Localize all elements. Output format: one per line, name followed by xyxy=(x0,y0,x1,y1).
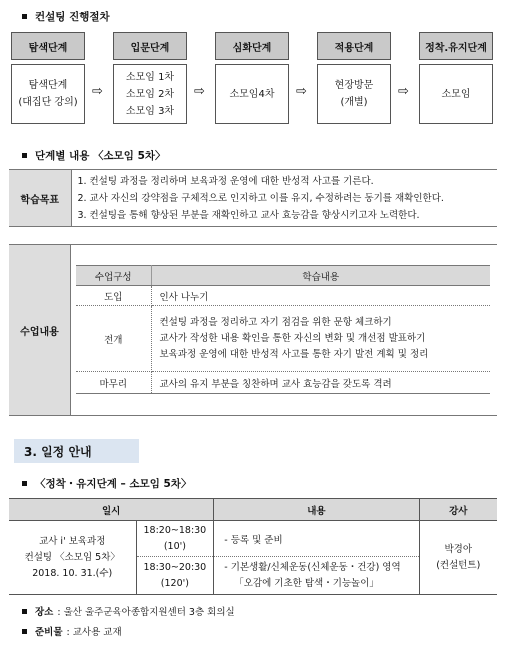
stage-head-5: 정착.유지단계 xyxy=(419,32,493,60)
table-row xyxy=(76,372,490,394)
arrow-right-icon: ⇨ xyxy=(194,84,205,99)
stage-line: 소모임 3차 xyxy=(125,105,175,117)
goal-text: 컨설팅 과정을 정리하며 보육과정 운영에 대한 반성적 사고를 기른다. xyxy=(89,176,374,187)
content-line: 교사가 작성한 내용 확인을 통한 자신의 변화 및 개선점 발표하기 xyxy=(159,332,426,344)
goal-item xyxy=(78,207,490,224)
arrow-right-icon: ⇨ xyxy=(296,84,307,99)
time-text: 18:30~20:30 xyxy=(143,561,207,573)
stage-box-5 xyxy=(419,64,493,124)
stage-head-3: 심화단계 xyxy=(215,32,289,60)
stage-line: 소모임 xyxy=(441,88,471,100)
stage-head-1: 탐색단계 xyxy=(11,32,85,60)
slot-content-line: - 기본생활/신체운동(신체운동・건강) 영역 xyxy=(224,561,401,573)
section-schedule-title: 3. 일정 안내 xyxy=(14,439,139,463)
duration-text: (10') xyxy=(163,540,186,552)
content-cell: 교사의 유지 부분을 칭찬하며 교사 효능감을 갖도록 격려 xyxy=(151,372,490,394)
stage-line: 소모임 1차 xyxy=(125,71,175,83)
supplies-label: 준비물 xyxy=(35,627,63,638)
place-label: 장소 xyxy=(35,607,54,618)
content-cell: 인사 나누기 xyxy=(151,286,490,306)
section-procedure-heading xyxy=(22,9,110,24)
event-line: 컨설팅 〈소모임 5차〉 xyxy=(24,551,120,563)
slot-content-cell xyxy=(214,557,419,595)
goals-list xyxy=(71,170,497,227)
stage-box-3 xyxy=(215,64,289,124)
section-procedure-title: 컨설팅 진행절차 xyxy=(35,11,110,23)
col-header-datetime: 일시 xyxy=(9,499,214,521)
stage-line: 탐색단계 xyxy=(28,80,68,91)
goal-text: 교사 자신의 강약점을 구체적으로 인지하고 이를 유지, 수정하려는 동기를 재확인한다. xyxy=(89,193,444,204)
class-content-label: 수업내용 xyxy=(9,245,71,415)
goal-num: 2. xyxy=(77,193,87,204)
table-row xyxy=(9,521,497,557)
col-header-content: 학습내용 xyxy=(151,266,490,286)
place-value: : 울산 울주군육아종합지원센터 3층 회의실 xyxy=(57,607,235,618)
schedule-subheading xyxy=(22,476,191,491)
goal-num: 3. xyxy=(77,210,87,221)
schedule-subtitle: 〈정착・유지단계 – 소모임 5차〉 xyxy=(35,478,192,490)
arrow-right-icon: ⇨ xyxy=(92,84,103,99)
stage-head-4: 적용단계 xyxy=(317,32,391,60)
section-contents-heading xyxy=(22,148,166,163)
event-line: 2018. 10. 31.(수) xyxy=(32,567,113,579)
section-contents-title: 단계별 내용 〈소모임 5차〉 xyxy=(35,150,166,162)
place-line xyxy=(22,604,235,618)
bullet-square-icon xyxy=(22,153,27,158)
event-line: 교사 i' 보육과정 xyxy=(39,535,106,547)
col-header-content: 내용 xyxy=(214,499,419,521)
col-header-instructor: 강사 xyxy=(419,499,497,521)
instructor-name: 박경아 xyxy=(444,543,473,555)
event-cell xyxy=(9,521,136,595)
goal-item xyxy=(78,173,490,190)
schedule-table xyxy=(9,498,497,595)
stage-head-2: 입문단계 xyxy=(113,32,187,60)
supplies-value: : 교사용 교재 xyxy=(66,627,122,638)
stage-box-4 xyxy=(317,64,391,124)
arrow-right-icon: ⇨ xyxy=(398,84,409,99)
instructor-role: (컨설턴트) xyxy=(436,559,481,571)
time-text: 18:20~18:30 xyxy=(143,524,207,536)
content-line: 보육과정 운영에 대한 반성적 사고를 통한 자기 발전 계획 및 정리 xyxy=(159,348,429,360)
stage-line: (대집단 강의) xyxy=(18,97,78,108)
supplies-line xyxy=(22,624,122,638)
slot-content-line: 「오감에 기초한 탐색・기능놀이」 xyxy=(234,577,379,589)
goal-item xyxy=(78,190,490,207)
stage-line: 현장방문 xyxy=(334,80,374,91)
stage-line: 소모임4차 xyxy=(229,88,275,100)
bullet-square-icon xyxy=(22,609,27,614)
content-cell xyxy=(151,306,490,372)
bullet-square-icon xyxy=(22,481,27,486)
bullet-square-icon xyxy=(22,14,27,19)
goal-num: 1. xyxy=(77,176,87,187)
slot-content-cell: - 등록 및 준비 xyxy=(214,521,419,557)
bullet-square-icon xyxy=(22,629,27,634)
stage-box-2 xyxy=(113,64,187,124)
goals-table xyxy=(9,169,497,227)
class-content-section xyxy=(9,244,497,416)
table-row xyxy=(76,286,490,306)
phase-cell: 전개 xyxy=(76,306,151,372)
goal-text: 컨설팅을 통해 향상된 부분을 재확인하고 교사 효능감을 향상시키고자 노력한다. xyxy=(89,210,420,221)
class-content-table xyxy=(76,265,490,394)
table-row xyxy=(76,306,490,372)
instructor-cell xyxy=(419,521,497,595)
stage-box-1 xyxy=(11,64,85,124)
time-cell xyxy=(136,521,214,557)
duration-text: (120') xyxy=(160,577,189,589)
stage-line: (개별) xyxy=(340,97,368,108)
stage-line: 소모임 2차 xyxy=(125,88,175,100)
goals-label: 학습목표 xyxy=(9,170,71,227)
phase-cell: 도입 xyxy=(76,286,151,306)
content-line: 컨설팅 과정을 정리하고 자기 점검을 위한 문항 체크하기 xyxy=(159,316,392,328)
phase-cell: 마무리 xyxy=(76,372,151,394)
time-cell xyxy=(136,557,214,595)
col-header-structure: 수업구성 xyxy=(76,266,151,286)
